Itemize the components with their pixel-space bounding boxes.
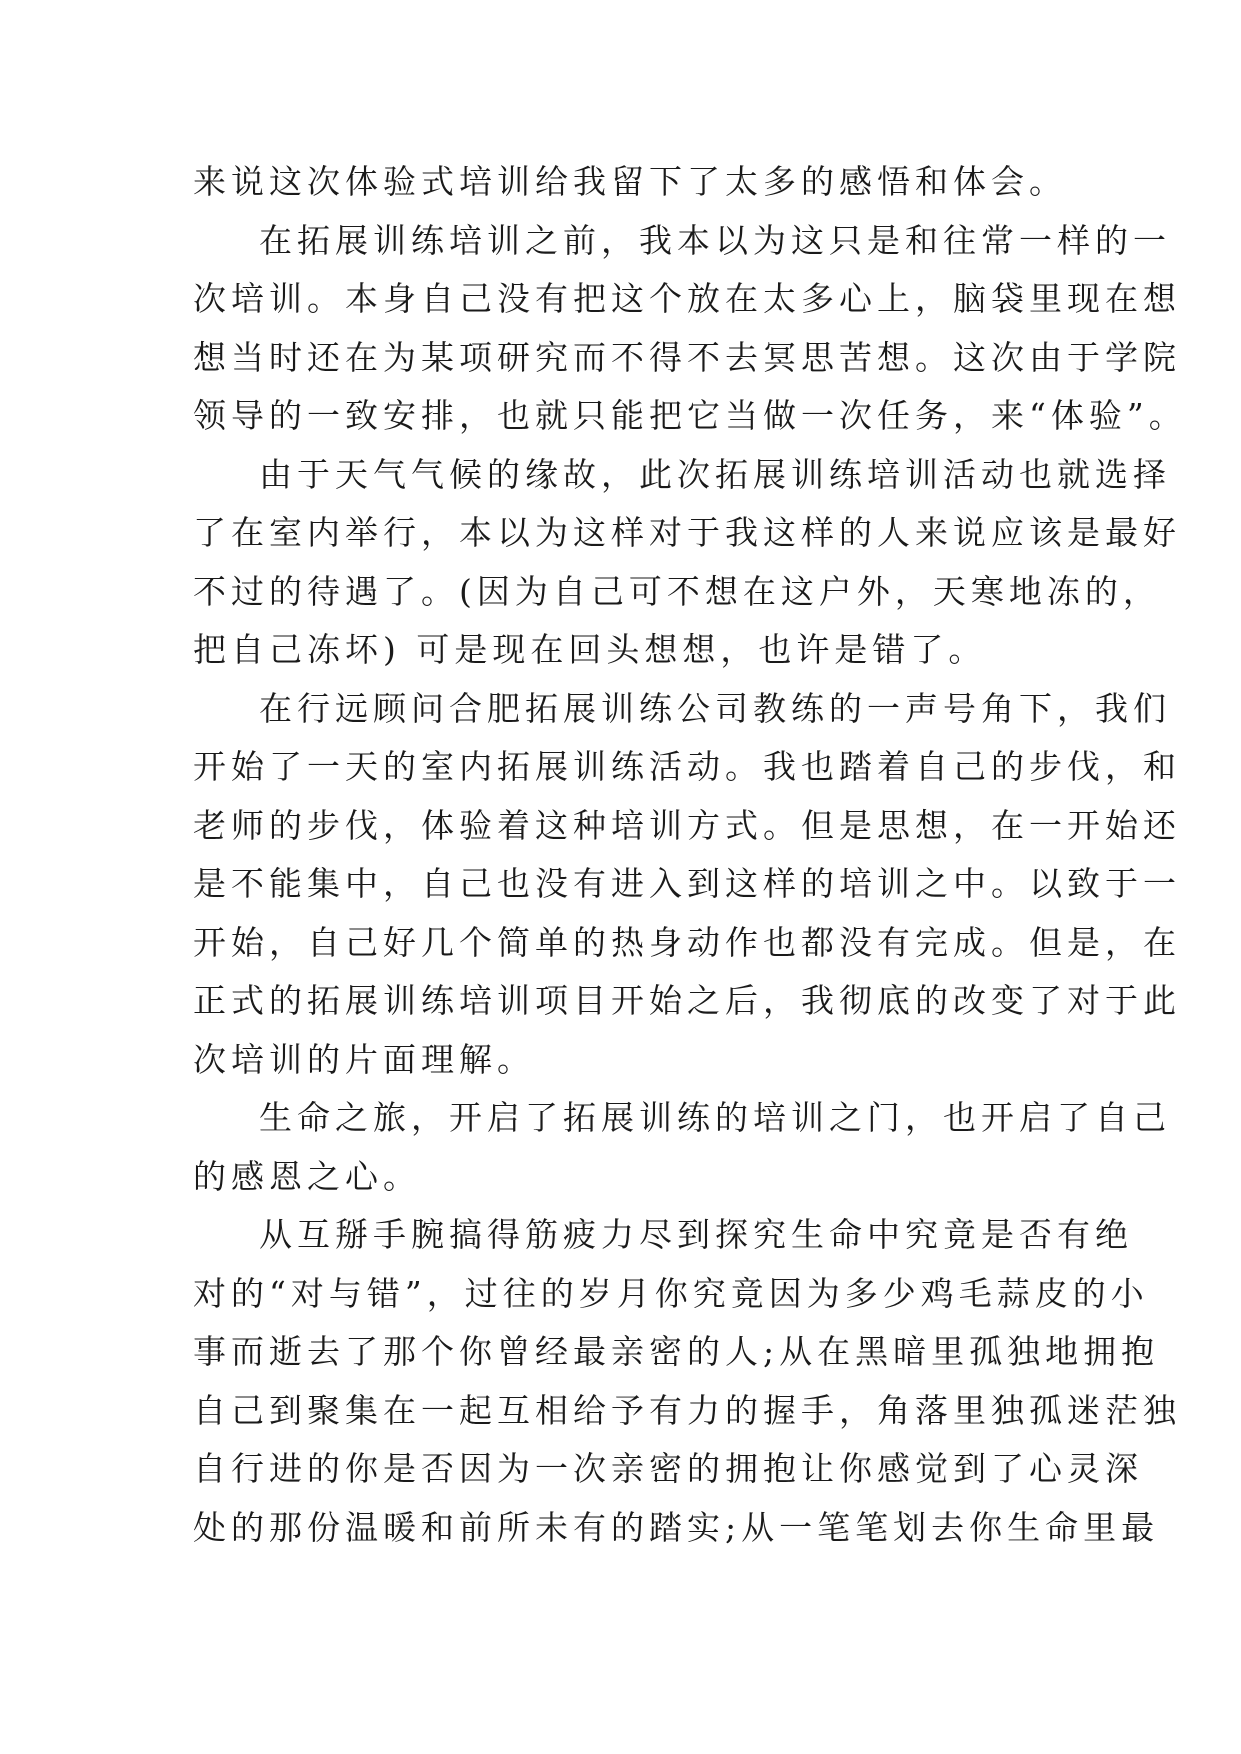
text-line: 来说这次体验式培训给我留下了太多的感悟和体会。 — [193, 162, 1067, 201]
text-line: 对的“对与错”，过往的岁月你究竟因为多少鸡毛蒜皮的小 — [193, 1273, 1149, 1313]
text-line: 处的那份温暖和前所未有的踏实;从一笔笔划去你生命里最 — [193, 1507, 1160, 1547]
text-line: 在行远顾问合肥拓展训练公司教练的一声号角下，我们 — [259, 688, 1171, 728]
text-line: 生命之旅，开启了拓展训练的培训之门，也开启了自己 — [259, 1098, 1171, 1137]
text-line: 在拓展训练培训之前，我本以为这只是和往常一样的一 — [259, 220, 1171, 260]
text-line: 把自己冻坏) 可是现在回头想想，也许是错了。 — [193, 630, 987, 669]
text-line: 的感恩之心。 — [193, 1156, 421, 1196]
text-line: 从互掰手腕搞得筋疲力尽到探究生命中究竟是否有绝 — [259, 1215, 1133, 1254]
text-line: 了在室内举行，本以为这样对于我这样的人来说应该是最好 — [193, 513, 1181, 552]
text-line: 是不能集中，自己也没有进入到这样的培训之中。以致于一 — [193, 864, 1181, 903]
text-line: 不过的待遇了。(因为自己可不想在这户外，天寒地冻的， — [193, 571, 1161, 611]
text-line: 正式的拓展训练培训项目开始之后，我彻底的改变了对于此 — [193, 981, 1181, 1020]
text-line: 想当时还在为某项研究而不得不去冥思苦想。这次由于学院 — [193, 337, 1181, 377]
text-line: 自行进的你是否因为一次亲密的拥抱让你感觉到了心灵深 — [193, 1449, 1143, 1488]
text-line: 次培训。本身自己没有把这个放在太多心上，脑袋里现在想 — [193, 279, 1181, 318]
text-line: 老师的步伐，体验着这种培训方式。但是思想，在一开始还 — [193, 805, 1181, 845]
text-line: 领导的一致安排，也就只能把它当做一次任务，来“体验”。 — [193, 396, 1187, 435]
text-line: 事而逝去了那个你曾经最亲密的人;从在黑暗里孤独地拥抱 — [193, 1332, 1160, 1371]
text-line: 开始，自己好几个简单的热身动作也都没有完成。但是，在 — [193, 922, 1181, 962]
text-line: 自己到聚集在一起互相给予有力的握手，角落里独孤迷茫独 — [193, 1390, 1181, 1430]
text-line: 开始了一天的室内拓展训练活动。我也踏着自己的步伐，和 — [193, 747, 1181, 786]
text-line: 由于天气气候的缘故，此次拓展训练培训活动也就选择 — [259, 454, 1171, 494]
text-line: 次培训的片面理解。 — [193, 1039, 535, 1079]
document-body — [193, 153, 1187, 1557]
